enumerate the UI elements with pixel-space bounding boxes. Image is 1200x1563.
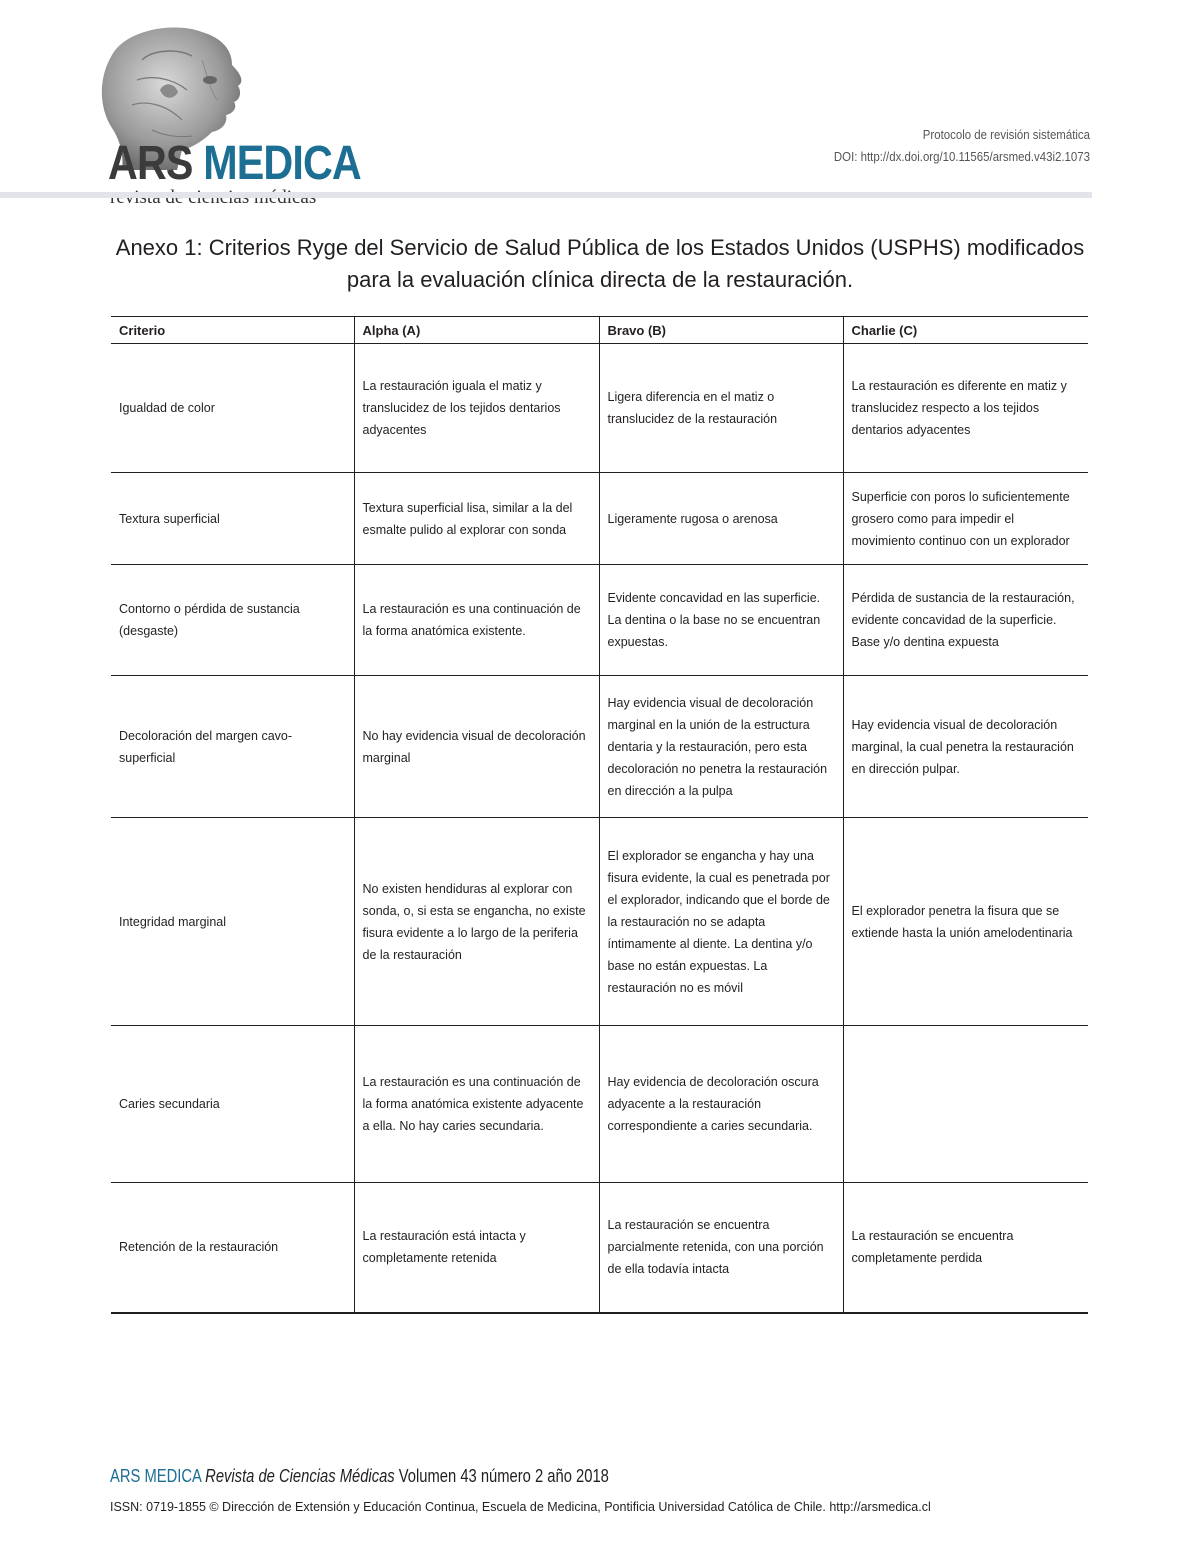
table-row	[111, 1183, 1088, 1313]
cell-charlie	[843, 1026, 1088, 1183]
table-row	[111, 565, 1088, 676]
footer-ars-medica: ARS MEDICA	[110, 1466, 202, 1486]
footer-issn: ISSN: 0719-1855 © Dirección de Extensión y Educación Continua, Escuela de Medicina, Pontificia Universidad Católica de Chile. http://arsmedica.cl	[110, 1500, 931, 1514]
table-row	[111, 344, 1088, 473]
cell-charlie: La restauración es diferente en matiz y translucidez respecto a los tejidos dentarios adyacentes	[843, 344, 1088, 473]
table-row	[111, 818, 1088, 1026]
cell-alpha: La restauración está intacta y completamente retenida	[354, 1183, 599, 1313]
header-alpha: Alpha (A)	[354, 317, 599, 344]
cell-charlie: La restauración se encuentra completamente perdida	[843, 1183, 1088, 1313]
table-row	[111, 1026, 1088, 1183]
cell-alpha: Textura superficial lisa, similar a la del esmalte pulido al explorar con sonda	[354, 473, 599, 565]
logo-ars-text: ARS	[108, 137, 193, 190]
cell-criterio: Contorno o pérdida de sustancia (desgaste)	[111, 565, 354, 676]
cell-charlie: Superficie con poros lo suficientemente grosero como para impedir el movimiento continuo con un explorador	[843, 473, 1088, 565]
header-charlie: Charlie (C)	[843, 317, 1088, 344]
logo-title	[108, 137, 361, 190]
cell-bravo: Ligera diferencia en el matiz o translucidez de la restauración	[599, 344, 843, 473]
cell-bravo: Hay evidencia de decoloración oscura adyacente a la restauración correspondiente a caries secundaria.	[599, 1026, 843, 1183]
cell-charlie: Pérdida de sustancia de la restauración, evidente concavidad de la superficie. Base y/o dentina expuesta	[843, 565, 1088, 676]
footer-volume: Volumen 43 número 2 año 2018	[398, 1466, 609, 1486]
journal-logo	[82, 20, 361, 192]
footer-journal-line	[110, 1466, 609, 1487]
table-header-row	[111, 317, 1088, 344]
cell-criterio: Retención de la restauración	[111, 1183, 354, 1313]
header-divider	[0, 192, 1092, 198]
cell-criterio: Textura superficial	[111, 473, 354, 565]
cell-bravo: El explorador se engancha y hay una fisura evidente, la cual es penetrada por el explorador, indicando que el borde de la restauración no se adapta íntimamente al diente. La dentina y/o base no están expuestas. La restauración no es móvil	[599, 818, 843, 1026]
header-criterio: Criterio	[111, 317, 354, 344]
footer-journal-name: Revista de Ciencias Médicas	[205, 1466, 395, 1486]
cell-charlie: Hay evidencia visual de decoloración marginal, la cual penetra la restauración en dirección pulpar.	[843, 676, 1088, 818]
cell-alpha: La restauración iguala el matiz y translucidez de los tejidos dentarios adyacentes	[354, 344, 599, 473]
criteria-table	[111, 316, 1088, 1314]
cell-bravo: La restauración se encuentra parcialmente retenida, con una porción de ella todavía intacta	[599, 1183, 843, 1313]
cell-criterio: Integridad marginal	[111, 818, 354, 1026]
cell-alpha: La restauración es una continuación de la forma anatómica existente adyacente a ella. No hay caries secundaria.	[354, 1026, 599, 1183]
page-title: Anexo 1: Criterios Ryge del Servicio de Salud Pública de los Estados Unidos (USPHS) modificados para la evaluación clínica directa de la restauración.	[115, 235, 1085, 292]
table-row	[111, 473, 1088, 565]
cell-criterio: Igualdad de color	[111, 344, 354, 473]
header-bravo: Bravo (B)	[599, 317, 843, 344]
cell-criterio: Caries secundaria	[111, 1026, 354, 1183]
header-meta	[834, 124, 1090, 168]
cell-alpha: No existen hendiduras al explorar con sonda, o, si esta se engancha, no existe fisura evidente a lo largo de la periferia de la restauración	[354, 818, 599, 1026]
document-type: Protocolo de revisión sistemática	[922, 127, 1090, 142]
logo-medica-text: MEDICA	[203, 137, 361, 190]
table-row	[111, 676, 1088, 818]
cell-alpha: No hay evidencia visual de decoloración marginal	[354, 676, 599, 818]
cell-charlie: El explorador penetra la fisura que se extiende hasta la unión amelodentinaria	[843, 818, 1088, 1026]
cell-criterio: Decoloración del margen cavo-superficial	[111, 676, 354, 818]
cell-bravo: Ligeramente rugosa o arenosa	[599, 473, 843, 565]
cell-alpha: La restauración es una continuación de la forma anatómica existente.	[354, 565, 599, 676]
doi-link[interactable]: DOI: http://dx.doi.org/10.11565/arsmed.v43i2.1073	[833, 149, 1090, 164]
cell-bravo: Hay evidencia visual de decoloración marginal en la unión de la estructura dentaria y la restauración, pero esta decoloración no penetra la restauración en dirección a la pulpa	[599, 676, 843, 818]
cell-bravo: Evidente concavidad en las superficie. La dentina o la base no se encuentran expuestas.	[599, 565, 843, 676]
